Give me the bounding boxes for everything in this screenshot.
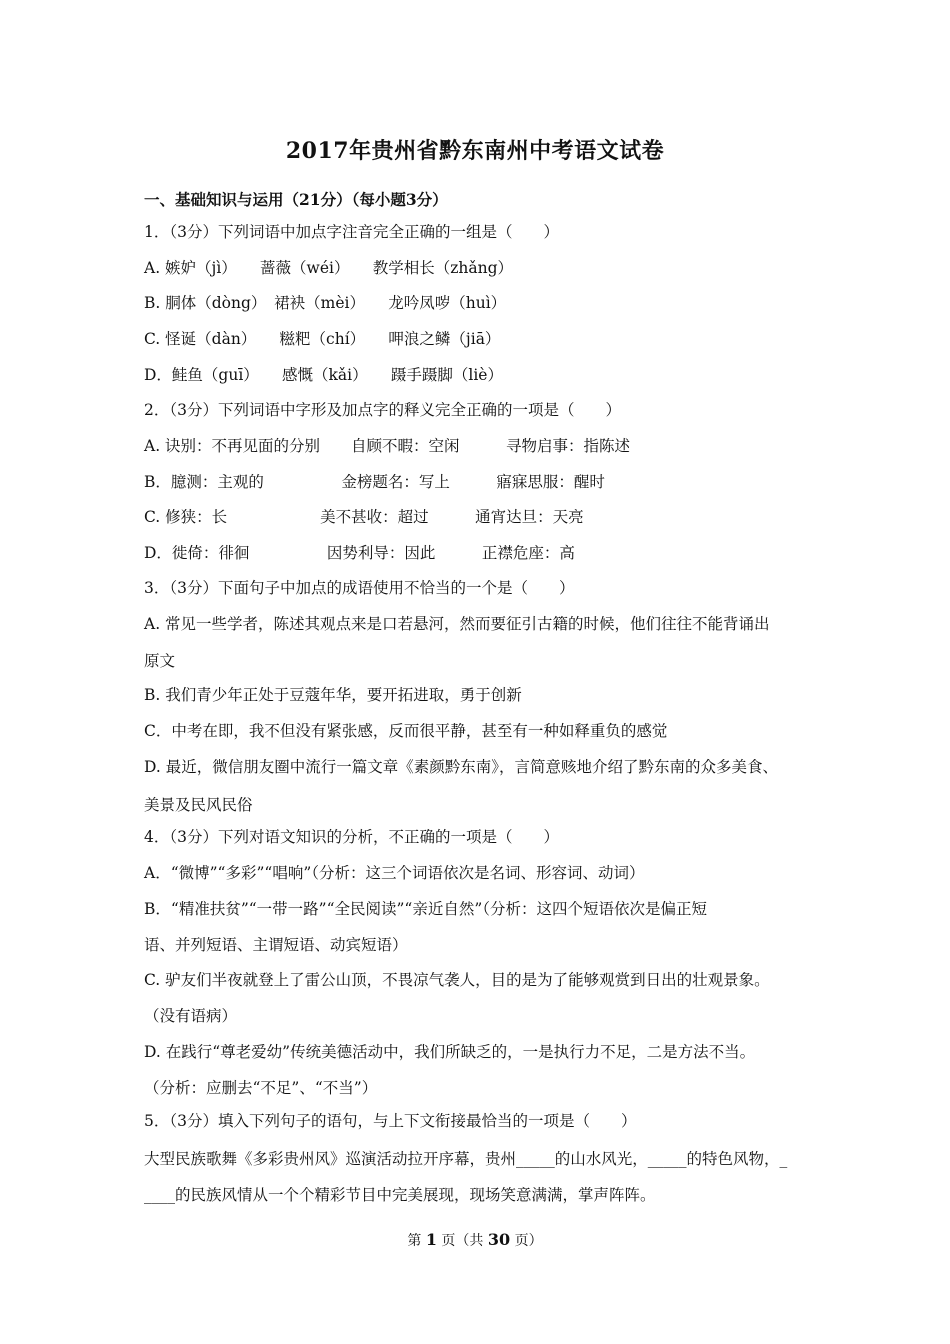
footer-middle: 页（共 bbox=[436, 1233, 488, 1249]
question-5-passage-cont: ____的民族风情从一个个精彩节目中完美展现，现场笑意满满，掌声阵阵。 bbox=[144, 1186, 656, 1204]
question-4-stem: 4．（3分）下列对语文知识的分析，不正确的一项是（ ） bbox=[144, 828, 559, 846]
question-2-option-c: C. 修狭：长 美不甚收：超过 通宵达旦：天亮 bbox=[144, 508, 584, 526]
question-3-stem: 3．（3分）下面句子中加点的成语使用不恰当的一个是（ ） bbox=[144, 579, 575, 597]
question-5-passage: 大型民族歌舞《多彩贵州风》巡演活动拉开序幕，贵州_____的山水风光，_____的特色风物，_ bbox=[144, 1150, 788, 1168]
question-3-option-a: A. 常见一些学者，陈述其观点来是口若悬河，然而要征引古籍的时候，他们往往不能背诵出 bbox=[144, 615, 770, 633]
question-1-option-a: A. 嫉妒（jì） 蔷薇（wéi） 教学相长（zhǎng） bbox=[144, 259, 514, 277]
question-3-option-d-cont: 美景及民风民俗 bbox=[144, 796, 253, 814]
footer-suffix: 页） bbox=[510, 1233, 543, 1249]
question-3-option-a-cont: 原文 bbox=[144, 652, 176, 670]
question-4-option-c: C. 驴友们半夜就登上了雷公山顶，不畏凉气袭人，目的是为了能够观赏到日出的壮观景象。 bbox=[144, 971, 770, 989]
question-1-option-c: C. 怪诞（dàn） 糍粑（chí） 呷浪之鳞（jiā） bbox=[144, 330, 501, 348]
question-3-option-b: B. 我们青少年正处于豆蔻年华，要开拓进取，勇于创新 bbox=[144, 686, 522, 704]
page-title: 2017年贵州省黔东南州中考语文试卷 bbox=[285, 138, 665, 164]
question-4-option-d: D. 在践行“尊老爱幼”传统美德活动中，我们所缺乏的，一是执行力不足，二是方法不当。 bbox=[144, 1043, 756, 1061]
question-4-option-b: B．“精准扶贫”“一带一路”“全民阅读”“亲近自然”（分析：这四个短语依次是偏正短 bbox=[144, 900, 708, 918]
question-2-option-d: D．徙倚：徘徊 因势利导：因此 正襟危座：高 bbox=[144, 544, 575, 562]
question-1-stem: 1．（3分）下列词语中加点字注音完全正确的一组是（ ） bbox=[144, 223, 559, 241]
question-5-stem: 5．（3分）填入下列句子的语句，与上下文衔接最恰当的一项是（ ） bbox=[144, 1112, 637, 1130]
footer-total-pages: 30 bbox=[487, 1230, 511, 1249]
page-footer bbox=[0, 1230, 950, 1250]
question-1-option-b: B. 胴体（dòng） 裙袂（mèi） 龙吟凤哕（huì） bbox=[144, 294, 507, 312]
footer-page-number: 1 bbox=[425, 1230, 437, 1249]
question-4-option-b-cont: 语、并列短语、主谓短语、动宾短语） bbox=[144, 936, 408, 954]
question-4-option-a: A．“微博”“多彩”“唱响”（分析：这三个词语依次是名词、形容词、动词） bbox=[144, 864, 645, 882]
section-heading: 一、基础知识与运用（21分）（每小题3分） bbox=[144, 190, 448, 209]
question-4-option-c-cont: （没有语病） bbox=[144, 1007, 238, 1025]
question-4-option-d-cont: （分析：应删去“不足”、“不当”） bbox=[144, 1079, 378, 1097]
footer-prefix: 第 bbox=[407, 1233, 426, 1249]
question-1-option-d: D．鲑鱼（guī） 感慨（kǎi） 蹑手蹑脚（liè） bbox=[144, 366, 503, 384]
question-2-stem: 2．（3分）下列词语中字形及加点字的释义完全正确的一项是（ ） bbox=[144, 401, 621, 419]
question-2-option-a: A. 诀别：不再见面的分别 自顾不暇：空闲 寻物启事：指陈述 bbox=[144, 437, 631, 455]
question-3-option-d: D. 最近，微信朋友圈中流行一篇文章《素颜黔东南》，言简意赅地介绍了黔东南的众多美食、 bbox=[144, 758, 778, 776]
question-2-option-b: B．臆测：主观的 金榜题名：写上 寤寐思服：醒时 bbox=[144, 473, 605, 491]
question-3-option-c: C．中考在即，我不但没有紧张感，反而很平静，甚至有一种如释重负的感觉 bbox=[144, 722, 668, 740]
